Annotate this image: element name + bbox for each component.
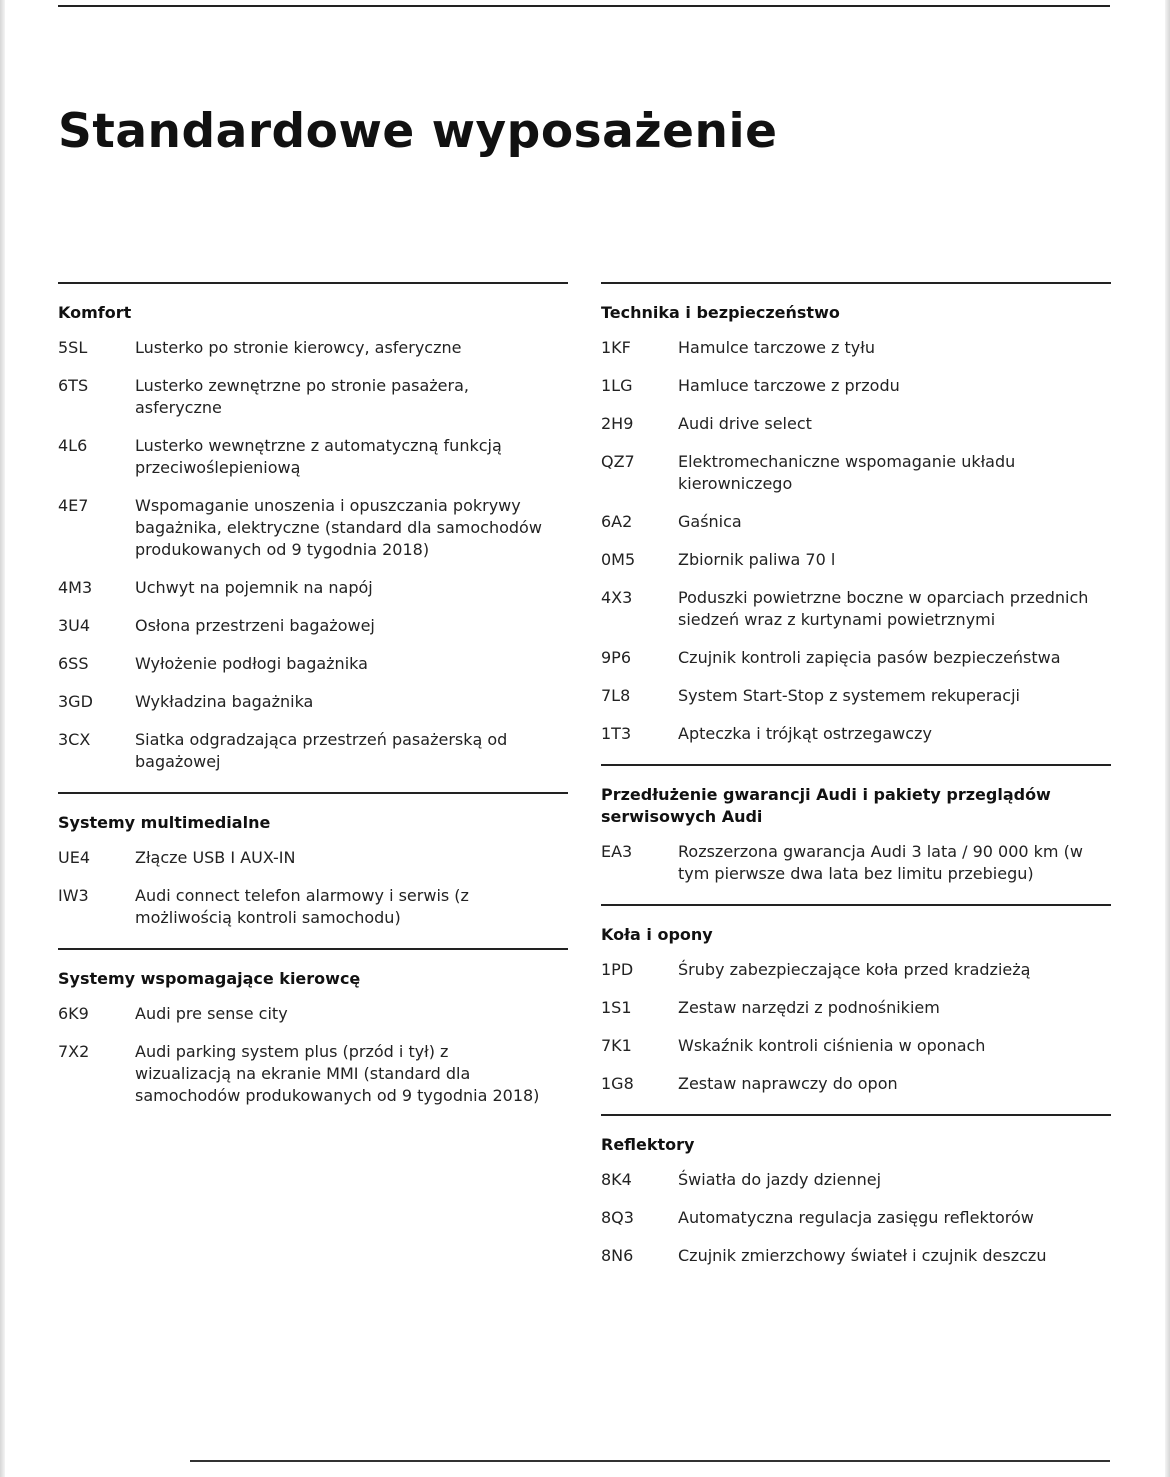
equipment-section: [601, 282, 1111, 764]
equipment-description: Złącze USB I AUX-IN: [135, 848, 296, 867]
page-edge-right: [1165, 0, 1170, 1477]
equipment-code: 5SL: [58, 338, 88, 357]
right-column: [601, 282, 1111, 1286]
section-title: Systemy multimedialne: [58, 813, 271, 832]
equipment-item: [601, 329, 1111, 367]
equipment-description: Wskaźnik kontroli ciśnienia w oponach: [678, 1036, 986, 1055]
equipment-code: 1S1: [601, 998, 632, 1017]
equipment-description: Wykładzina bagażnika: [135, 692, 314, 711]
equipment-section: [601, 764, 1111, 904]
equipment-code: 3GD: [58, 692, 93, 711]
equipment-code: 3U4: [58, 616, 91, 635]
equipment-section: [601, 904, 1111, 1114]
equipment-description: Wyłożenie podłogi bagażnika: [135, 654, 368, 673]
equipment-item: [601, 1199, 1111, 1237]
equipment-description: Światła do jazdy dziennej: [678, 1170, 882, 1189]
equipment-item: [58, 367, 568, 427]
equipment-code: UE4: [58, 848, 90, 867]
equipment-item: [58, 1033, 568, 1115]
equipment-item: [58, 645, 568, 683]
equipment-code: 4E7: [58, 496, 89, 515]
equipment-item: [58, 427, 568, 487]
equipment-item: [58, 569, 568, 607]
equipment-item: [601, 951, 1111, 989]
section-title: Komfort: [58, 303, 132, 322]
equipment-description: Czujnik zmierzchowy świateł i czujnik deszczu: [678, 1246, 1047, 1265]
equipment-description: Zestaw narzędzi z podnośnikiem: [678, 998, 940, 1017]
equipment-description: Audi parking system plus (przód i tył) z wizualizacją na ekranie MMI (standard dla samochodów produkowanych od 9 tygodnia 2018): [135, 1042, 540, 1105]
equipment-code: 7X2: [58, 1042, 90, 1061]
equipment-description: Wspomaganie unoszenia i opuszczania pokrywy bagażnika, elektryczne (standard dla samochodów produkowanych od 9 tygodnia 2018): [135, 496, 542, 559]
equipment-item: [601, 1027, 1111, 1065]
equipment-code: EA3: [601, 842, 633, 861]
equipment-item: [601, 1161, 1111, 1199]
equipment-code: 6SS: [58, 654, 89, 673]
equipment-code: 8Q3: [601, 1208, 634, 1227]
equipment-code: QZ7: [601, 452, 635, 471]
equipment-description: Elektromechaniczne wspomaganie układu kierowniczego: [678, 452, 1016, 493]
equipment-description: Lusterko zewnętrzne po stronie pasażera, asferyczne: [135, 376, 469, 417]
equipment-code: 6A2: [601, 512, 633, 531]
equipment-description: Osłona przestrzeni bagażowej: [135, 616, 375, 635]
equipment-code: 9P6: [601, 648, 632, 667]
equipment-code: 1T3: [601, 724, 632, 743]
equipment-item: [601, 1065, 1111, 1103]
section-title: Przedłużenie gwarancji Audi i pakiety przeglądów serwisowych Audi: [601, 785, 1051, 826]
equipment-description: Gaśnica: [678, 512, 742, 531]
equipment-code: IW3: [58, 886, 89, 905]
equipment-description: Czujnik kontroli zapięcia pasów bezpieczeństwa: [678, 648, 1061, 667]
equipment-description: Apteczka i trójkąt ostrzegawczy: [678, 724, 932, 743]
equipment-item: [58, 329, 568, 367]
equipment-item: [601, 367, 1111, 405]
equipment-code: 1PD: [601, 960, 634, 979]
equipment-description: System Start-Stop z systemem rekuperacji: [678, 686, 1020, 705]
left-column: [58, 282, 568, 1126]
equipment-description: Automatyczna regulacja zasięgu reflektorów: [678, 1208, 1034, 1227]
equipment-description: Audi pre sense city: [135, 1004, 288, 1023]
top-divider: [58, 5, 1110, 7]
equipment-item: [601, 443, 1111, 503]
equipment-item: [58, 683, 568, 721]
equipment-code: 7K1: [601, 1036, 632, 1055]
equipment-description: Audi connect telefon alarmowy i serwis (z możliwością kontroli samochodu): [135, 886, 469, 927]
equipment-description: Lusterko wewnętrzne z automatyczną funkcją przeciwoślepieniową: [135, 436, 502, 477]
equipment-description: Zbiornik paliwa 70 l: [678, 550, 836, 569]
equipment-code: 1KF: [601, 338, 631, 357]
equipment-section: [58, 792, 568, 948]
section-title: Koła i opony: [601, 925, 713, 944]
equipment-code: 3CX: [58, 730, 91, 749]
section-title: Systemy wspomagające kierowcę: [58, 969, 361, 988]
equipment-item: [601, 579, 1111, 639]
equipment-section: [58, 948, 568, 1126]
equipment-code: 1G8: [601, 1074, 634, 1093]
equipment-description: Hamluce tarczowe z przodu: [678, 376, 900, 395]
equipment-item: [601, 1237, 1111, 1275]
equipment-item: [58, 487, 568, 569]
equipment-section: [601, 1114, 1111, 1286]
equipment-description: Siatka odgradzająca przestrzeń pasażerską od bagażowej: [135, 730, 508, 771]
equipment-item: [58, 877, 568, 937]
equipment-code: 6K9: [58, 1004, 89, 1023]
equipment-code: 1LG: [601, 376, 633, 395]
equipment-code: 4M3: [58, 578, 93, 597]
equipment-item: [601, 541, 1111, 579]
equipment-item: [601, 989, 1111, 1027]
section-title: Reflektory: [601, 1135, 695, 1154]
equipment-description: Lusterko po stronie kierowcy, asferyczne: [135, 338, 462, 357]
equipment-description: Audi drive select: [678, 414, 812, 433]
equipment-code: 4L6: [58, 436, 88, 455]
equipment-description: Uchwyt na pojemnik na napój: [135, 578, 373, 597]
equipment-description: Śruby zabezpieczające koła przed kradzieżą: [678, 960, 1031, 979]
equipment-item: [601, 715, 1111, 753]
equipment-item: [58, 607, 568, 645]
equipment-description: Poduszki powietrzne boczne w oparciach przednich siedzeń wraz z kurtynami powietrznymi: [678, 588, 1089, 629]
equipment-code: 8K4: [601, 1170, 632, 1189]
equipment-code: 8N6: [601, 1246, 634, 1265]
equipment-item: [601, 833, 1111, 893]
equipment-item: [58, 995, 568, 1033]
equipment-description: Hamulce tarczowe z tyłu: [678, 338, 875, 357]
equipment-item: [601, 677, 1111, 715]
equipment-code: 0M5: [601, 550, 636, 569]
page-edge-left: [0, 0, 5, 1477]
equipment-item: [601, 503, 1111, 541]
equipment-item: [601, 405, 1111, 443]
equipment-item: [58, 721, 568, 781]
equipment-item: [601, 639, 1111, 677]
equipment-item: [58, 839, 568, 877]
section-title: Technika i bezpieczeństwo: [601, 303, 840, 322]
equipment-description: Rozszerzona gwarancja Audi 3 lata / 90 000 km (w tym pierwsze dwa lata bez limitu przebiegu): [678, 842, 1083, 883]
equipment-description: Zestaw naprawczy do opon: [678, 1074, 898, 1093]
equipment-code: 7L8: [601, 686, 631, 705]
page-title: Standardowe wyposażenie: [58, 104, 778, 159]
bottom-divider: [190, 1460, 1110, 1462]
equipment-section: [58, 282, 568, 792]
equipment-code: 6TS: [58, 376, 89, 395]
equipment-code: 4X3: [601, 588, 633, 607]
equipment-code: 2H9: [601, 414, 634, 433]
